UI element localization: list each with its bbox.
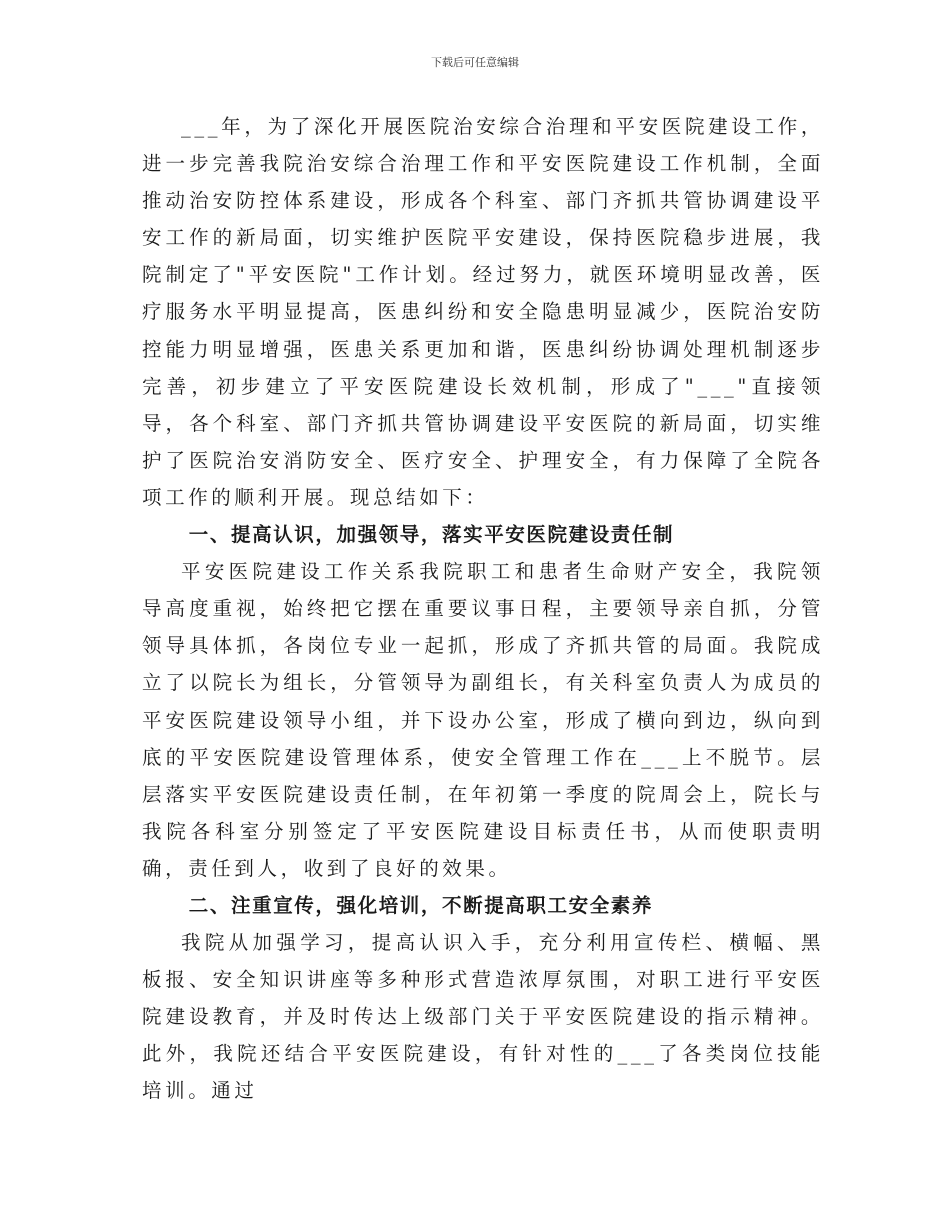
page-header-note: 下载后可任意编辑 <box>431 56 519 69</box>
section-2-paragraph: 我院从加强学习，提高认识入手，充分利用宣传栏、横幅、黑板报、安全知识讲座等多种形式营造浓厚氛围，对职工进行平安医院建设教育，并及时传达上级部门关于平安医院建设的指示精神。此外，我院还结合平安医院建设，有针对性的___了各类岗位技能培训。通过 <box>142 931 824 1103</box>
section-1-heading: 一、提高认识，加强领导，落实平安医院建设责任制 <box>188 523 675 547</box>
intro-paragraph: ___年，为了深化开展医院治安综合治理和平安医院建设工作，进一步完善我院治安综合治理工作和平安医院建设工作机制，全面推动治安防控体系建设，形成各个科室、部门齐抓共管协调建设平安工作的新局面，切实维护医院平安建设，保持医院稳步进展，我院制定了"平安医院"工作计划。经过努力，就医环境明显改善，医疗服务水平明显提高，医患纠纷和安全隐患明显减少，医院治安防控能力明显增强，医患关系更加和谐，医患纠纷协调处理机制逐步完善，初步建立了平安医院建设长效机制，形成了"___"直接领导，各个科室、部门齐抓共管协调建设平安医院的新局面，切实维护了医院治安消防安全、医疗安全、护理安全，有力保障了全院各项工作的顺利开展。现总结如下： <box>142 115 824 509</box>
section-1-paragraph: 平安医院建设工作关系我院职工和患者生命财产安全，我院领导高度重视，始终把它摆在重要议事日程，主要领导亲自抓，分管领导具体抓，各岗位专业一起抓，形成了齐抓共管的局面。我院成立了以院长为组长，分管领导为副组长，有关科室负责人为成员的平安医院建设领导小组，并下设办公室，形成了横向到边，纵向到底的平安医院建设管理体系，使安全管理工作在___上不脱节。层层落实平安医院建设责任制，在年初第一季度的院周会上，院长与我院各科室分别签定了平安医院建设目标责任书，从而使职责明确，责任到人，收到了良好的效果。 <box>142 560 824 880</box>
document-body <box>142 108 824 1110</box>
section-2-heading: 二、注重宣传，强化培训，不断提高职工安全素养 <box>188 893 653 917</box>
